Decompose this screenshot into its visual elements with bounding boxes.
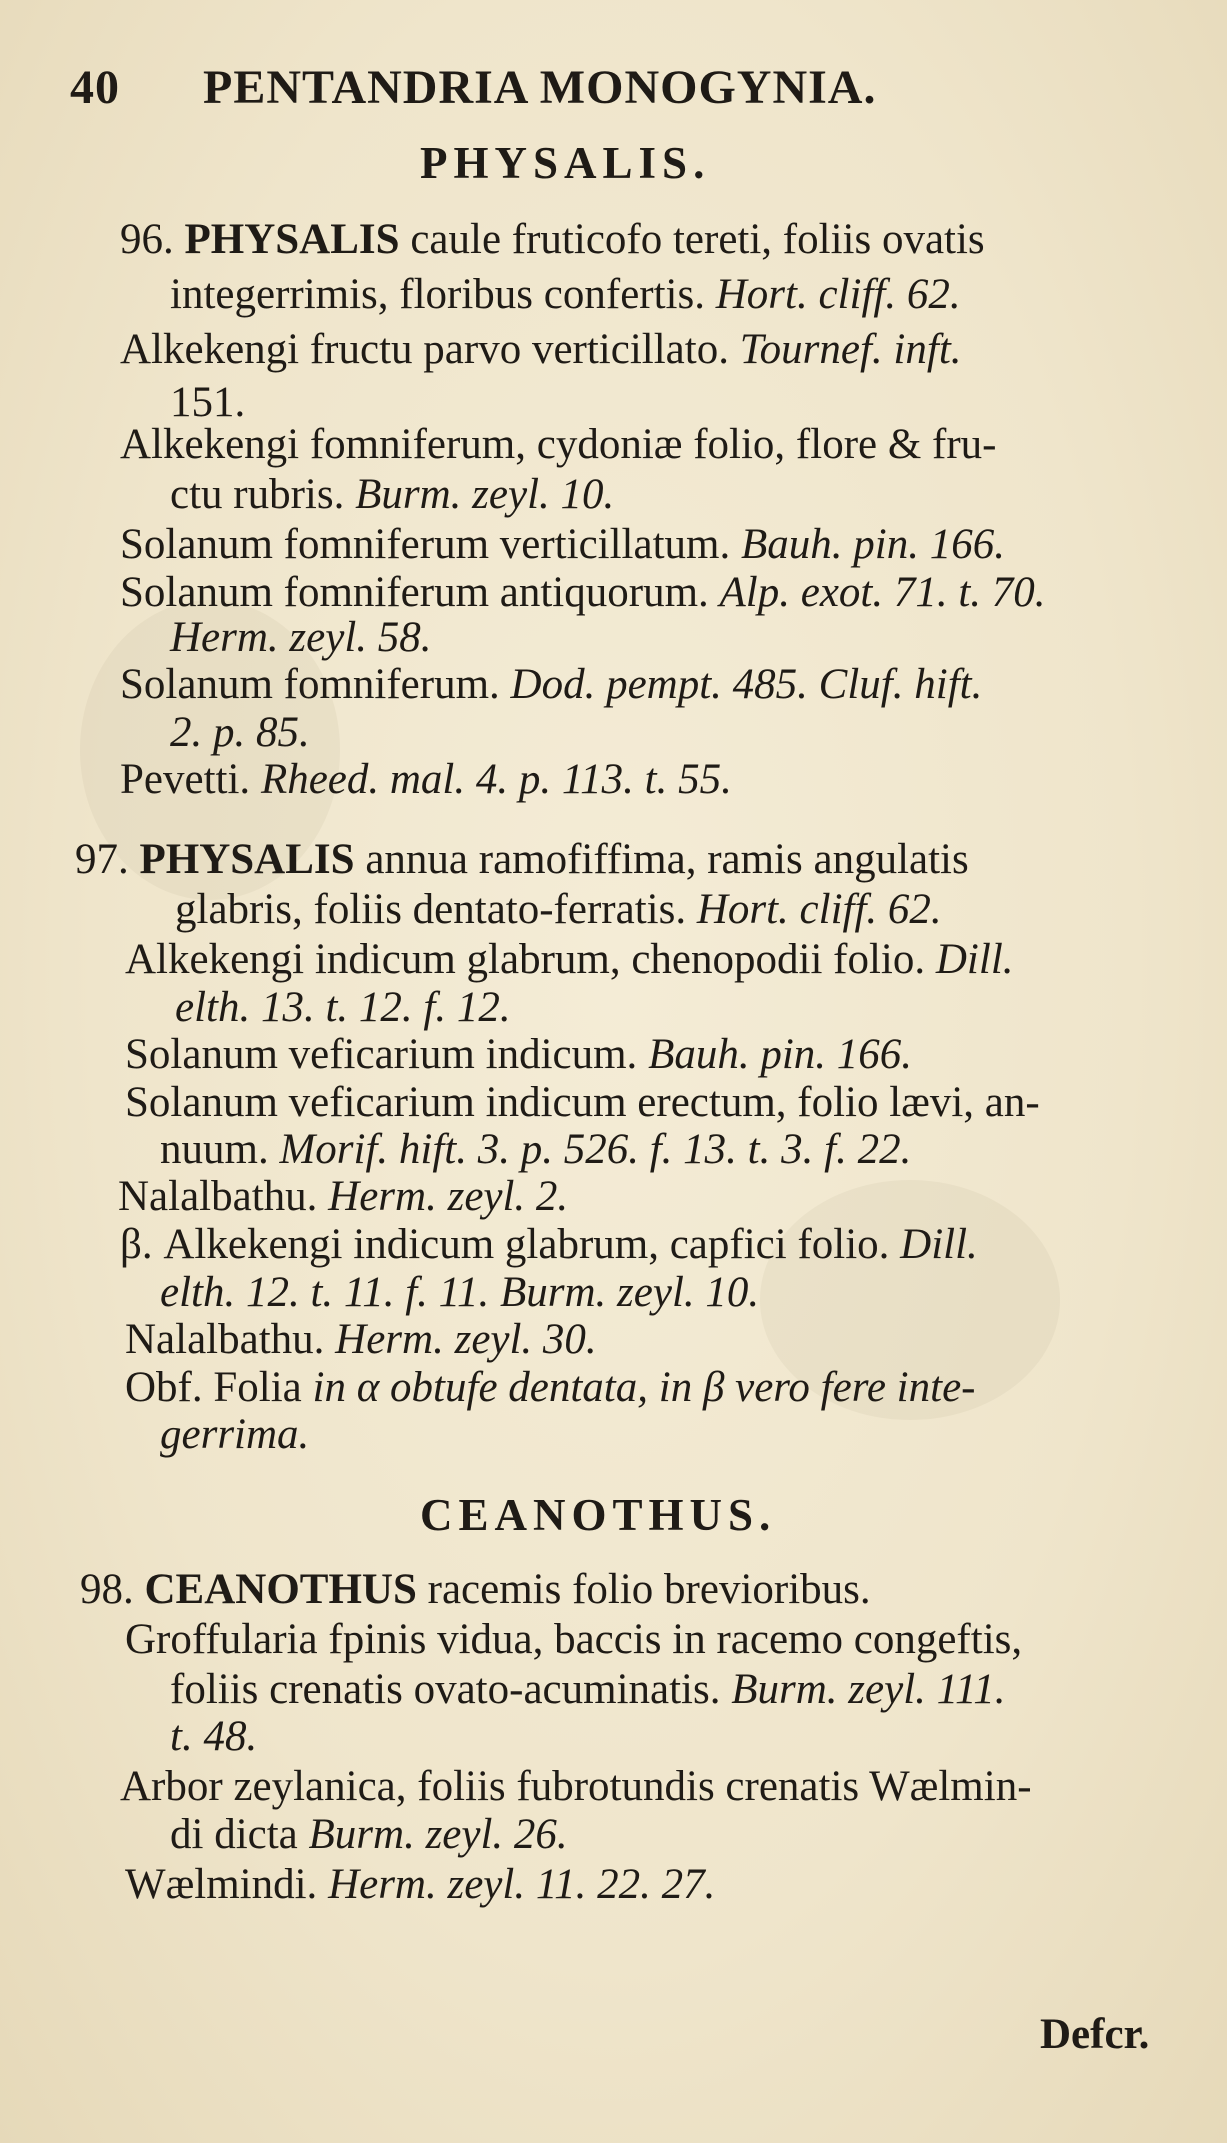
variety-line bbox=[120, 1220, 978, 1270]
synonym-text: Solanum fomniferum antiquorum. bbox=[120, 569, 720, 616]
observation-line bbox=[125, 1363, 975, 1413]
entry-96-line bbox=[120, 215, 985, 265]
citation: Alp. exot. 71. t. 70. bbox=[719, 569, 1046, 616]
citation: Burm. zeyl. 26. bbox=[308, 1811, 568, 1858]
synonym-text: Pevetti. bbox=[120, 756, 261, 803]
synonym-line bbox=[170, 708, 310, 758]
synonym-text: Solanum veficarium indicum. bbox=[125, 1031, 649, 1078]
entry-number: 96. bbox=[120, 216, 185, 263]
citation: Burm. zeyl. 10. bbox=[355, 471, 615, 518]
citation: elth. 13. t. 12. f. 12. bbox=[175, 984, 511, 1031]
synonym-text: di dicta bbox=[170, 1811, 309, 1858]
synonym-text: Nalalbathu. bbox=[125, 1316, 336, 1363]
synonym-line bbox=[160, 1268, 759, 1318]
synonym-text: Wælmindi. bbox=[125, 1861, 329, 1908]
synonym-text: Solanum fomniferum. bbox=[120, 661, 511, 708]
citation: Tournef. inft. bbox=[739, 326, 962, 373]
synonym-line bbox=[118, 1172, 568, 1222]
synonym-line bbox=[160, 1125, 911, 1175]
synonym-text: Arbor zeylanica, foliis fubrotundis crenatis Wælmin- bbox=[120, 1763, 1032, 1810]
citation: Dill. bbox=[935, 936, 1014, 983]
genus-name: PHYSALIS bbox=[184, 216, 400, 263]
citation: Dod. pempt. 485. Cluf. hift. bbox=[510, 661, 983, 708]
citation: 151. bbox=[170, 379, 246, 426]
entry-number: 98. bbox=[80, 1566, 145, 1613]
citation: Herm. zeyl. 2. bbox=[328, 1173, 569, 1220]
observation-text: in α obtufe dentata, in β vero fere inte- bbox=[312, 1364, 976, 1411]
synonym-line bbox=[170, 1810, 568, 1860]
catchword: Defcr. bbox=[1040, 2011, 1150, 2058]
citation: Burm. zeyl. 111. bbox=[731, 1666, 1006, 1713]
synonym-text: nuum. bbox=[160, 1126, 280, 1173]
synonym-text: ctu rubris. bbox=[170, 471, 356, 518]
observation-text: Obf. Folia bbox=[125, 1364, 313, 1411]
synonym-line bbox=[120, 755, 732, 805]
synonym-line bbox=[170, 1712, 257, 1762]
diagnosis-text: racemis folio brevioribus. bbox=[416, 1566, 871, 1613]
citation: Hort. cliff. 62. bbox=[696, 886, 942, 933]
synonym-line bbox=[120, 325, 962, 375]
citation: t. 48. bbox=[170, 1713, 258, 1760]
synonym-line bbox=[120, 420, 997, 470]
synonym-text: Alkekengi fomniferum, cydoniæ folio, flore & fru- bbox=[120, 421, 997, 468]
citation: Bauh. pin. 166. bbox=[648, 1031, 913, 1078]
running-header bbox=[70, 60, 1170, 115]
citation: 2. p. 85. bbox=[170, 709, 310, 756]
citation: Rheed. mal. 4. p. 113. t. 55. bbox=[260, 756, 732, 803]
synonym-line bbox=[125, 1030, 912, 1080]
section-heading-physalis: PHYSALIS. bbox=[420, 138, 711, 188]
synonym-text: β. Alkekengi indicum glabrum, capfici folio. bbox=[120, 1221, 901, 1268]
citation: Bauh. pin. 166. bbox=[740, 521, 1005, 568]
citation: elth. 12. t. 11. f. 11. Burm. zeyl. 10. bbox=[160, 1269, 760, 1316]
citation: Herm. zeyl. 30. bbox=[335, 1316, 597, 1363]
entry-97-line bbox=[75, 835, 969, 885]
genus-name: PHYSALIS bbox=[139, 836, 355, 883]
diagnosis-text: annua ramofiffima, ramis angulatis bbox=[354, 836, 969, 883]
synonym-line bbox=[125, 935, 1014, 985]
diagnosis-text: integerrimis, floribus confertis. bbox=[170, 271, 716, 318]
synonym-line bbox=[170, 1665, 1006, 1715]
synonym-line bbox=[125, 1315, 597, 1365]
synonym-line bbox=[120, 568, 1046, 618]
synonym-text: foliis crenatis ovato-acuminatis. bbox=[170, 1666, 732, 1713]
entry-98-line bbox=[80, 1565, 871, 1615]
synonym-line bbox=[170, 470, 614, 520]
synonym-line bbox=[125, 1078, 1040, 1128]
synonym-line bbox=[125, 1860, 715, 1910]
citation: Hort. cliff. 62. bbox=[715, 271, 961, 318]
diagnosis-text: caule fruticofo tereti, foliis ovatis bbox=[399, 216, 985, 263]
synonym-line bbox=[125, 1615, 1022, 1665]
citation: Herm. zeyl. 11. 22. 27. bbox=[328, 1861, 716, 1908]
page-number: 40 bbox=[70, 61, 120, 114]
synonym-line bbox=[120, 520, 1005, 570]
synonym-text: Solanum fomniferum verticillatum. bbox=[120, 521, 741, 568]
entry-number: 97. bbox=[75, 836, 140, 883]
section-heading-ceanothus: CEANOTHUS. bbox=[420, 1490, 777, 1540]
synonym-text: Solanum veficarium indicum erectum, folio lævi, an- bbox=[125, 1079, 1040, 1126]
synonym-text: Groffularia fpinis vidua, baccis in racemo congeftis, bbox=[125, 1616, 1023, 1663]
entry-96-line bbox=[170, 270, 961, 320]
synonym-text: Alkekengi fructu parvo verticillato. bbox=[120, 326, 740, 373]
citation: Herm. zeyl. 58. bbox=[170, 614, 432, 661]
observation-text: gerrima. bbox=[160, 1411, 310, 1458]
synonym-line bbox=[120, 660, 982, 710]
running-title: PENTANDRIA MONOGYNIA. bbox=[203, 61, 877, 114]
citation: Morif. hift. 3. p. 526. f. 13. t. 3. f. 22. bbox=[279, 1126, 912, 1173]
synonym-line bbox=[175, 983, 511, 1033]
synonym-text: Alkekengi indicum glabrum, chenopodii folio. bbox=[125, 936, 936, 983]
synonym-line bbox=[170, 613, 432, 663]
synonym-text: Nalalbathu. bbox=[118, 1173, 329, 1220]
citation: Dill. bbox=[900, 1221, 978, 1268]
observation-line bbox=[160, 1410, 309, 1460]
entry-97-line bbox=[175, 885, 942, 935]
synonym-line bbox=[120, 1762, 1032, 1812]
genus-name: CEANOTHUS bbox=[144, 1566, 417, 1613]
diagnosis-text: glabris, foliis dentato-ferratis. bbox=[175, 886, 697, 933]
